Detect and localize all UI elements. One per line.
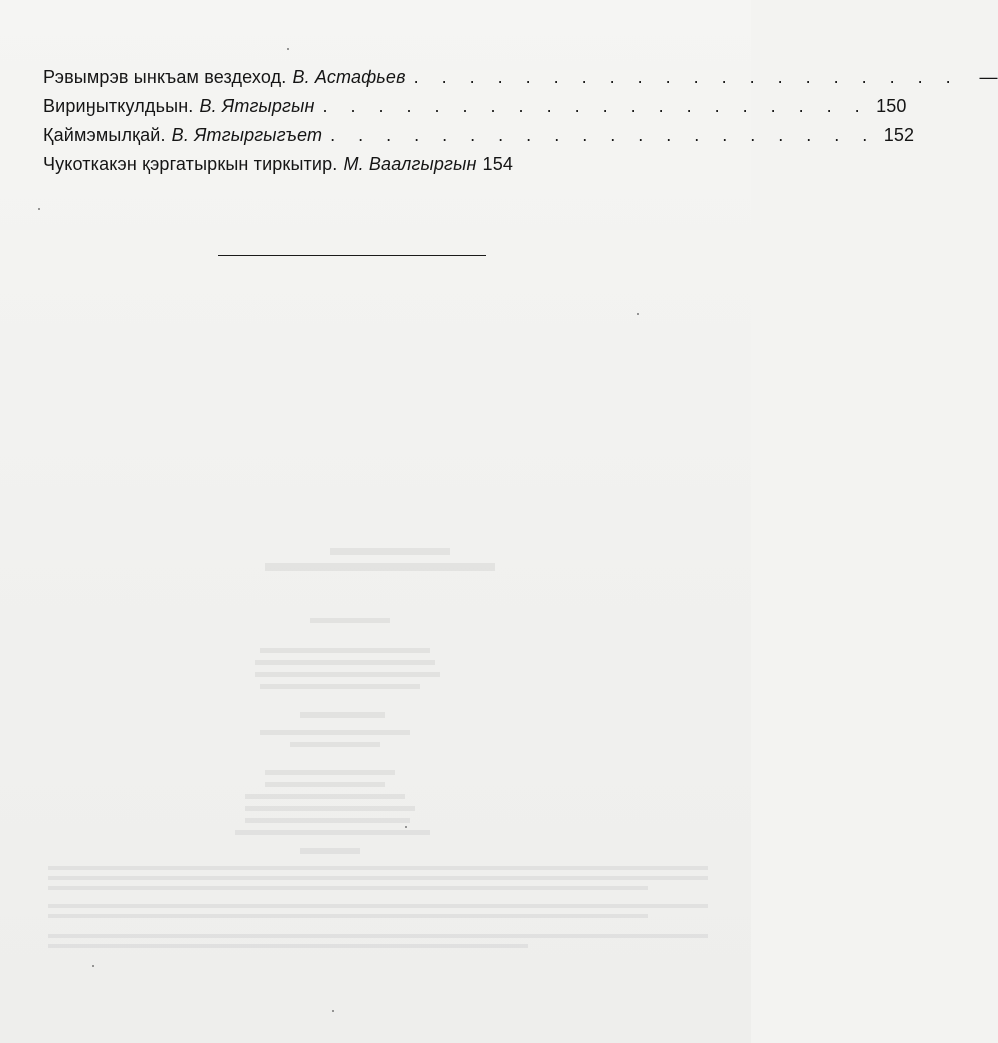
table-of-contents [43, 67, 998, 183]
toc-entry [43, 125, 915, 154]
toc-entry-page: 154 [482, 154, 514, 174]
paper-speck [332, 1010, 334, 1012]
toc-entry-page: 152 [883, 125, 915, 145]
section-divider-rule [218, 255, 486, 256]
toc-entry-title: Чукоткакэн қэргатыркын тиркытир. [43, 154, 338, 174]
toc-leader-dots: . . . . . . . . . . . . . . . . . . . . [413, 67, 960, 87]
toc-entry-author: В. Ятгыргын [199, 96, 315, 116]
paper-speck [287, 48, 289, 50]
paper-speck [637, 313, 639, 315]
toc-entry-title: Рэвымрэв ынкъам вездеход. [43, 67, 287, 87]
toc-entry [43, 96, 907, 125]
paper-speck [38, 208, 40, 210]
toc-entry-author: В. Астафьев [292, 67, 406, 87]
paper-speck [92, 965, 94, 967]
toc-entry-title: Вириӈыткулдьын. [43, 96, 194, 116]
toc-leader-dots: . . . . . . . . . . . . . . . . . . . . [322, 96, 869, 116]
toc-entry [43, 154, 668, 183]
paper-speck [405, 826, 407, 828]
toc-entry-page: — [979, 67, 998, 87]
toc-leader-dots: . . . . . . . . . . . . . . . . . . . . [330, 125, 877, 145]
toc-entry [43, 67, 998, 96]
toc-entry-title: Қаймэмылқай. [43, 125, 166, 145]
toc-entry-page: 150 [876, 96, 907, 116]
toc-entry-author: М. Ваалгыргын [343, 154, 477, 174]
toc-entry-author: В. Ятгыргыгъет [171, 125, 323, 145]
